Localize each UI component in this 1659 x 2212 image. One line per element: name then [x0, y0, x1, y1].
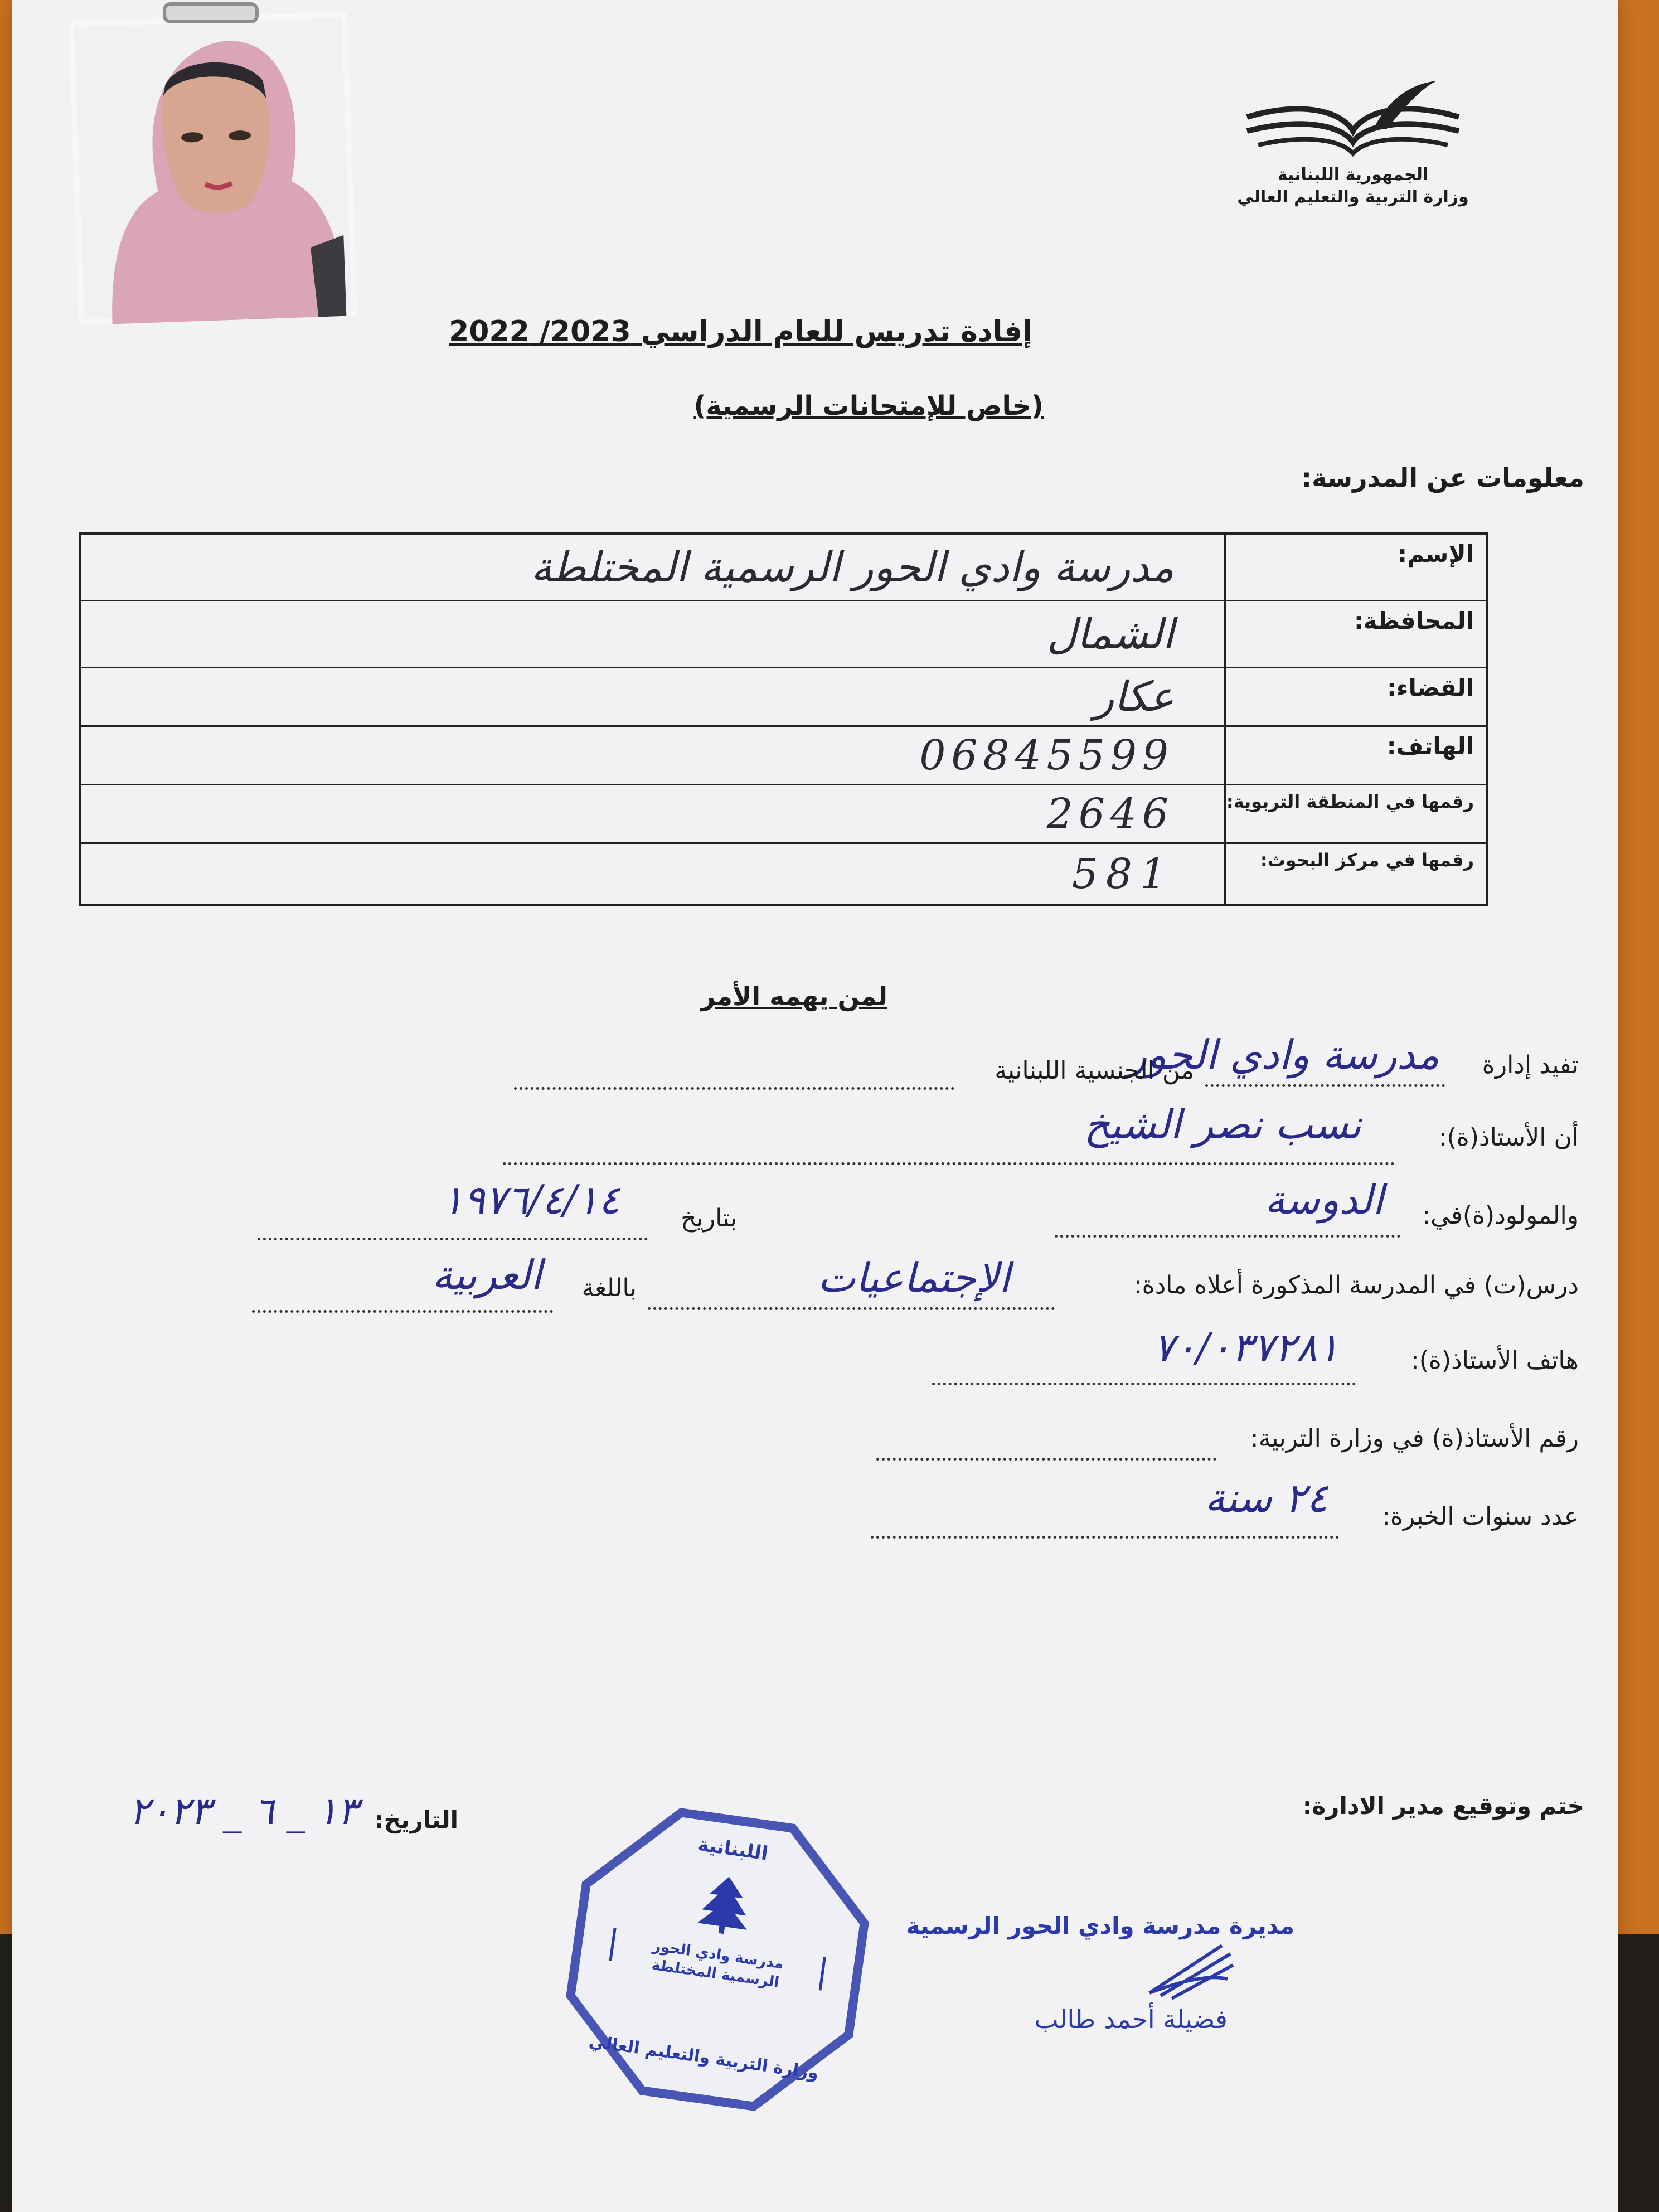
stamp-bottom-text: وزارة التربية والتعليم العالي	[588, 2031, 820, 2084]
paper-clip-icon	[163, 2, 259, 23]
line4-subject: الإجتماعيات	[817, 1254, 1010, 1301]
letter-heading: لمن يهمه الأمر	[700, 981, 887, 1011]
row-label-name: الإسم:	[1224, 535, 1486, 600]
line4-lang-dots	[252, 1310, 553, 1313]
line1-dots	[1205, 1084, 1445, 1087]
line1-suffix: من الجنسية اللبنانية	[995, 1056, 1194, 1085]
ministry-line-2: وزارة التربية والتعليم العالي	[1237, 187, 1469, 207]
ministry-logo	[1228, 78, 1478, 217]
row-value-name: مدرسة وادي الحور الرسمية المختلطة	[531, 543, 1174, 591]
row-value-edu-zone: 2646	[1046, 790, 1174, 838]
line1-trailing-dots	[514, 1087, 954, 1090]
line5-prefix: هاتف الأستاذ(ة):	[1410, 1346, 1579, 1375]
line3-date-dots	[258, 1238, 648, 1240]
line6-dots	[876, 1458, 1216, 1461]
line4-prefix: درس(ت) في المدرسة المذكورة أعلاه مادة:	[1133, 1271, 1579, 1299]
line2-value: نسب نصر الشيخ	[1084, 1101, 1361, 1148]
stamp-center-text: مدرسة وادي الحور الرسمية المختلطة	[651, 1937, 785, 1991]
table-row	[81, 727, 1486, 785]
line7-dots	[871, 1536, 1339, 1539]
date-label: التاريخ:	[374, 1806, 458, 1833]
open-book-icon	[1236, 78, 1470, 162]
ministry-line-1: الجمهورية اللبنانية	[1277, 165, 1429, 185]
row-label-research-center: رقمها في مركز البحوث:	[1224, 844, 1486, 904]
table-row	[81, 785, 1486, 844]
row-label-phone: الهاتف:	[1224, 727, 1486, 784]
line3-date-value: ١٩٧٦/٤/١٤	[442, 1176, 620, 1223]
row-label-edu-zone: رقمها في المنطقة التربوية:	[1224, 785, 1486, 842]
date-value: ١٣ _ ٦ _ ٢٠٢٣	[129, 1789, 358, 1833]
director-title: مديرة مدرسة وادي الحور الرسمية	[906, 1912, 1294, 1939]
line7-value: ٢٤ سنة	[1205, 1474, 1328, 1521]
stamp-bar-right: |	[814, 1951, 831, 1992]
row-label-governorate: المحافظة:	[1224, 601, 1486, 667]
row-value-district: عكار	[1094, 673, 1174, 721]
line1-value: مدرسة وادي الحور	[1127, 1031, 1439, 1078]
line2-prefix: أن الأستاذ(ة):	[1438, 1123, 1579, 1152]
row-value-phone: 06845599	[919, 731, 1174, 779]
document-title: إفادة تدريس للعام الدراسي 2023/ 2022	[449, 315, 1032, 348]
line3-date-label: بتاريخ	[681, 1204, 737, 1233]
line7-prefix: عدد سنوات الخبرة:	[1382, 1502, 1579, 1531]
line4-lang-value: العربية	[432, 1251, 542, 1298]
director-name: فضيلة أحمد طالب	[1034, 2004, 1228, 2034]
document-subtitle: (خاص للإمتحانات الرسمية)	[693, 390, 1044, 421]
passport-photo	[69, 12, 358, 325]
cedar-icon	[696, 1870, 754, 1938]
stamp-top-text: اللبنانية	[696, 1833, 770, 1865]
school-info-label: معلومات عن المدرسة:	[1301, 463, 1584, 493]
table-row	[81, 844, 1486, 904]
signature-scribble	[1138, 1940, 1239, 2001]
line4-lang-label: باللغة	[581, 1274, 637, 1302]
line3-value: الدوسة	[1264, 1176, 1384, 1223]
line2-dots	[503, 1162, 1395, 1165]
line3-dots	[1055, 1235, 1400, 1238]
line5-value: ٧٠/٠٣٧٢٨١	[1153, 1324, 1339, 1371]
line5-dots	[932, 1382, 1356, 1385]
document-page	[12, 0, 1618, 2212]
table-row	[81, 535, 1486, 601]
school-info-table	[79, 532, 1488, 906]
stamp-bar-left: |	[604, 1922, 622, 1962]
line6-prefix: رقم الأستاذ(ة) في وزارة التربية:	[1250, 1424, 1579, 1453]
signature-label: ختم وتوقيع مدير الادارة:	[1302, 1792, 1584, 1820]
row-value-research-center: 581	[1071, 850, 1174, 898]
row-value-governorate: الشمال	[1046, 610, 1174, 658]
official-stamp	[554, 1796, 881, 2123]
table-row	[81, 668, 1486, 727]
line4-subject-dots	[648, 1307, 1055, 1310]
line1-prefix: تفيد إدارة	[1482, 1051, 1579, 1079]
table-row	[81, 601, 1486, 668]
row-label-district: القضاء:	[1224, 668, 1486, 725]
line3-prefix: والمولود(ة)في:	[1422, 1201, 1579, 1230]
